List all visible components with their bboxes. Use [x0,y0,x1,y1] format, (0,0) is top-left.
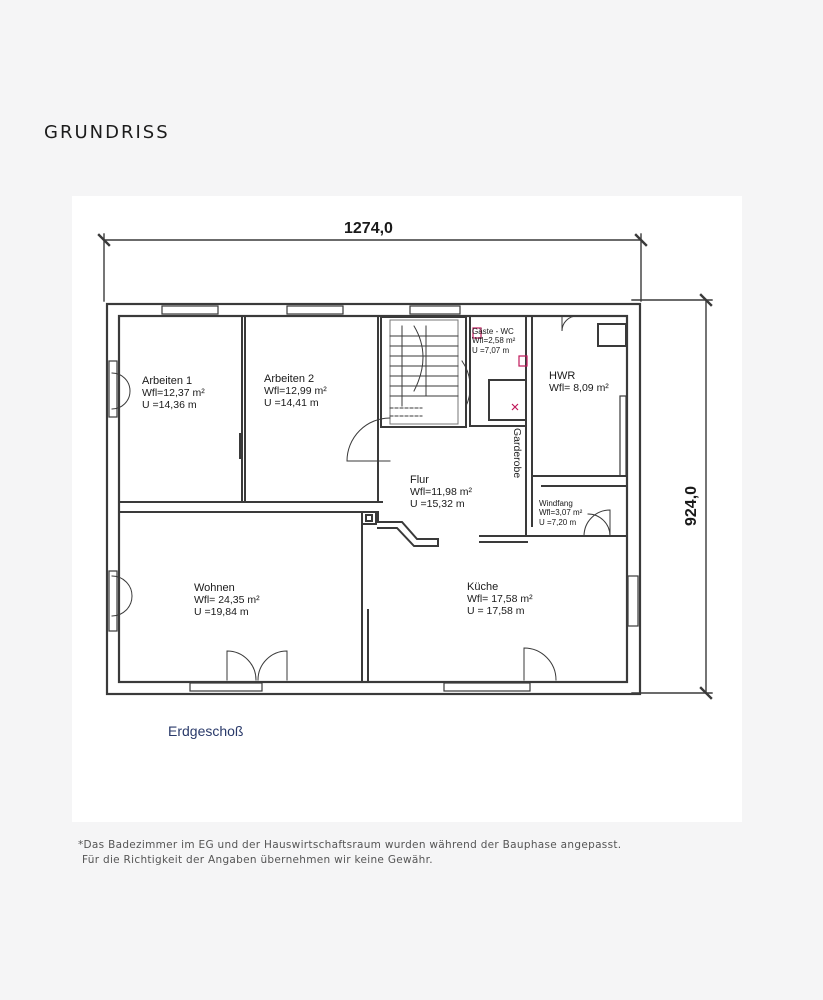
svg-text:Wfl=12,99 m²: Wfl=12,99 m² [264,385,327,397]
svg-text:Arbeiten 1: Arbeiten 1 [142,375,193,387]
room-hwr [549,370,609,394]
svg-text:Windfang: Windfang [539,499,573,508]
svg-text:Wfl= 8,09 m²: Wfl= 8,09 m² [549,382,609,394]
width-dimension-label: 1274,0 [344,220,393,237]
svg-text:Küche: Küche [467,581,499,593]
svg-text:U = 17,58 m: U = 17,58 m [467,605,525,617]
svg-text:Wfl=12,37 m²: Wfl=12,37 m² [142,387,205,399]
room-garderobe: Garderobe [511,428,523,479]
svg-text:U =15,32 m: U =15,32 m [410,498,465,510]
svg-text:Wfl=2,58 m²: Wfl=2,58 m² [472,336,516,345]
svg-text:Arbeiten 2: Arbeiten 2 [264,373,315,385]
height-dimension-line [632,295,712,698]
svg-text:U =14,36 m: U =14,36 m [142,399,197,411]
page-title: GRUNDRISS [44,122,170,143]
room-flur [410,474,472,510]
footnote-line-2: Für die Richtigkeit der Angaben übernehmen wir keine Gewähr. [82,854,433,866]
footnote-line-1: *Das Badezimmer im EG und der Hauswirtschaftsraum wurden während der Bauphase angepasst. [78,839,622,851]
svg-text:U =7,07 m: U =7,07 m [472,346,510,355]
svg-text:U =19,84 m: U =19,84 m [194,606,249,618]
height-dimension-label: 924,0 [683,485,700,526]
room-arbeiten-1 [142,375,205,411]
svg-text:Wfl=3,07 m²: Wfl=3,07 m² [539,508,583,517]
svg-text:Wfl= 17,58 m²: Wfl= 17,58 m² [467,593,533,605]
staircase [390,320,458,424]
footnote [78,838,621,868]
width-dimension-line [99,234,646,301]
svg-text:Gäste - WC: Gäste - WC [472,327,514,336]
room-windfang [539,499,583,527]
svg-text:Wfl= 24,35 m²: Wfl= 24,35 m² [194,594,260,606]
svg-text:Flur: Flur [410,474,429,486]
room-gaeste-wc [472,327,516,355]
svg-text:HWR: HWR [549,370,576,382]
floor-plan [72,196,742,822]
floor-caption: Erdgeschoß [168,723,244,739]
room-kueche [467,581,533,617]
svg-text:U =14,41 m: U =14,41 m [264,397,319,409]
room-wohnen [194,582,260,618]
room-arbeiten-2 [264,373,327,409]
svg-text:U =7,20 m: U =7,20 m [539,518,577,527]
svg-text:Wfl=11,98 m²: Wfl=11,98 m² [410,486,472,498]
svg-text:Wohnen: Wohnen [194,582,235,594]
